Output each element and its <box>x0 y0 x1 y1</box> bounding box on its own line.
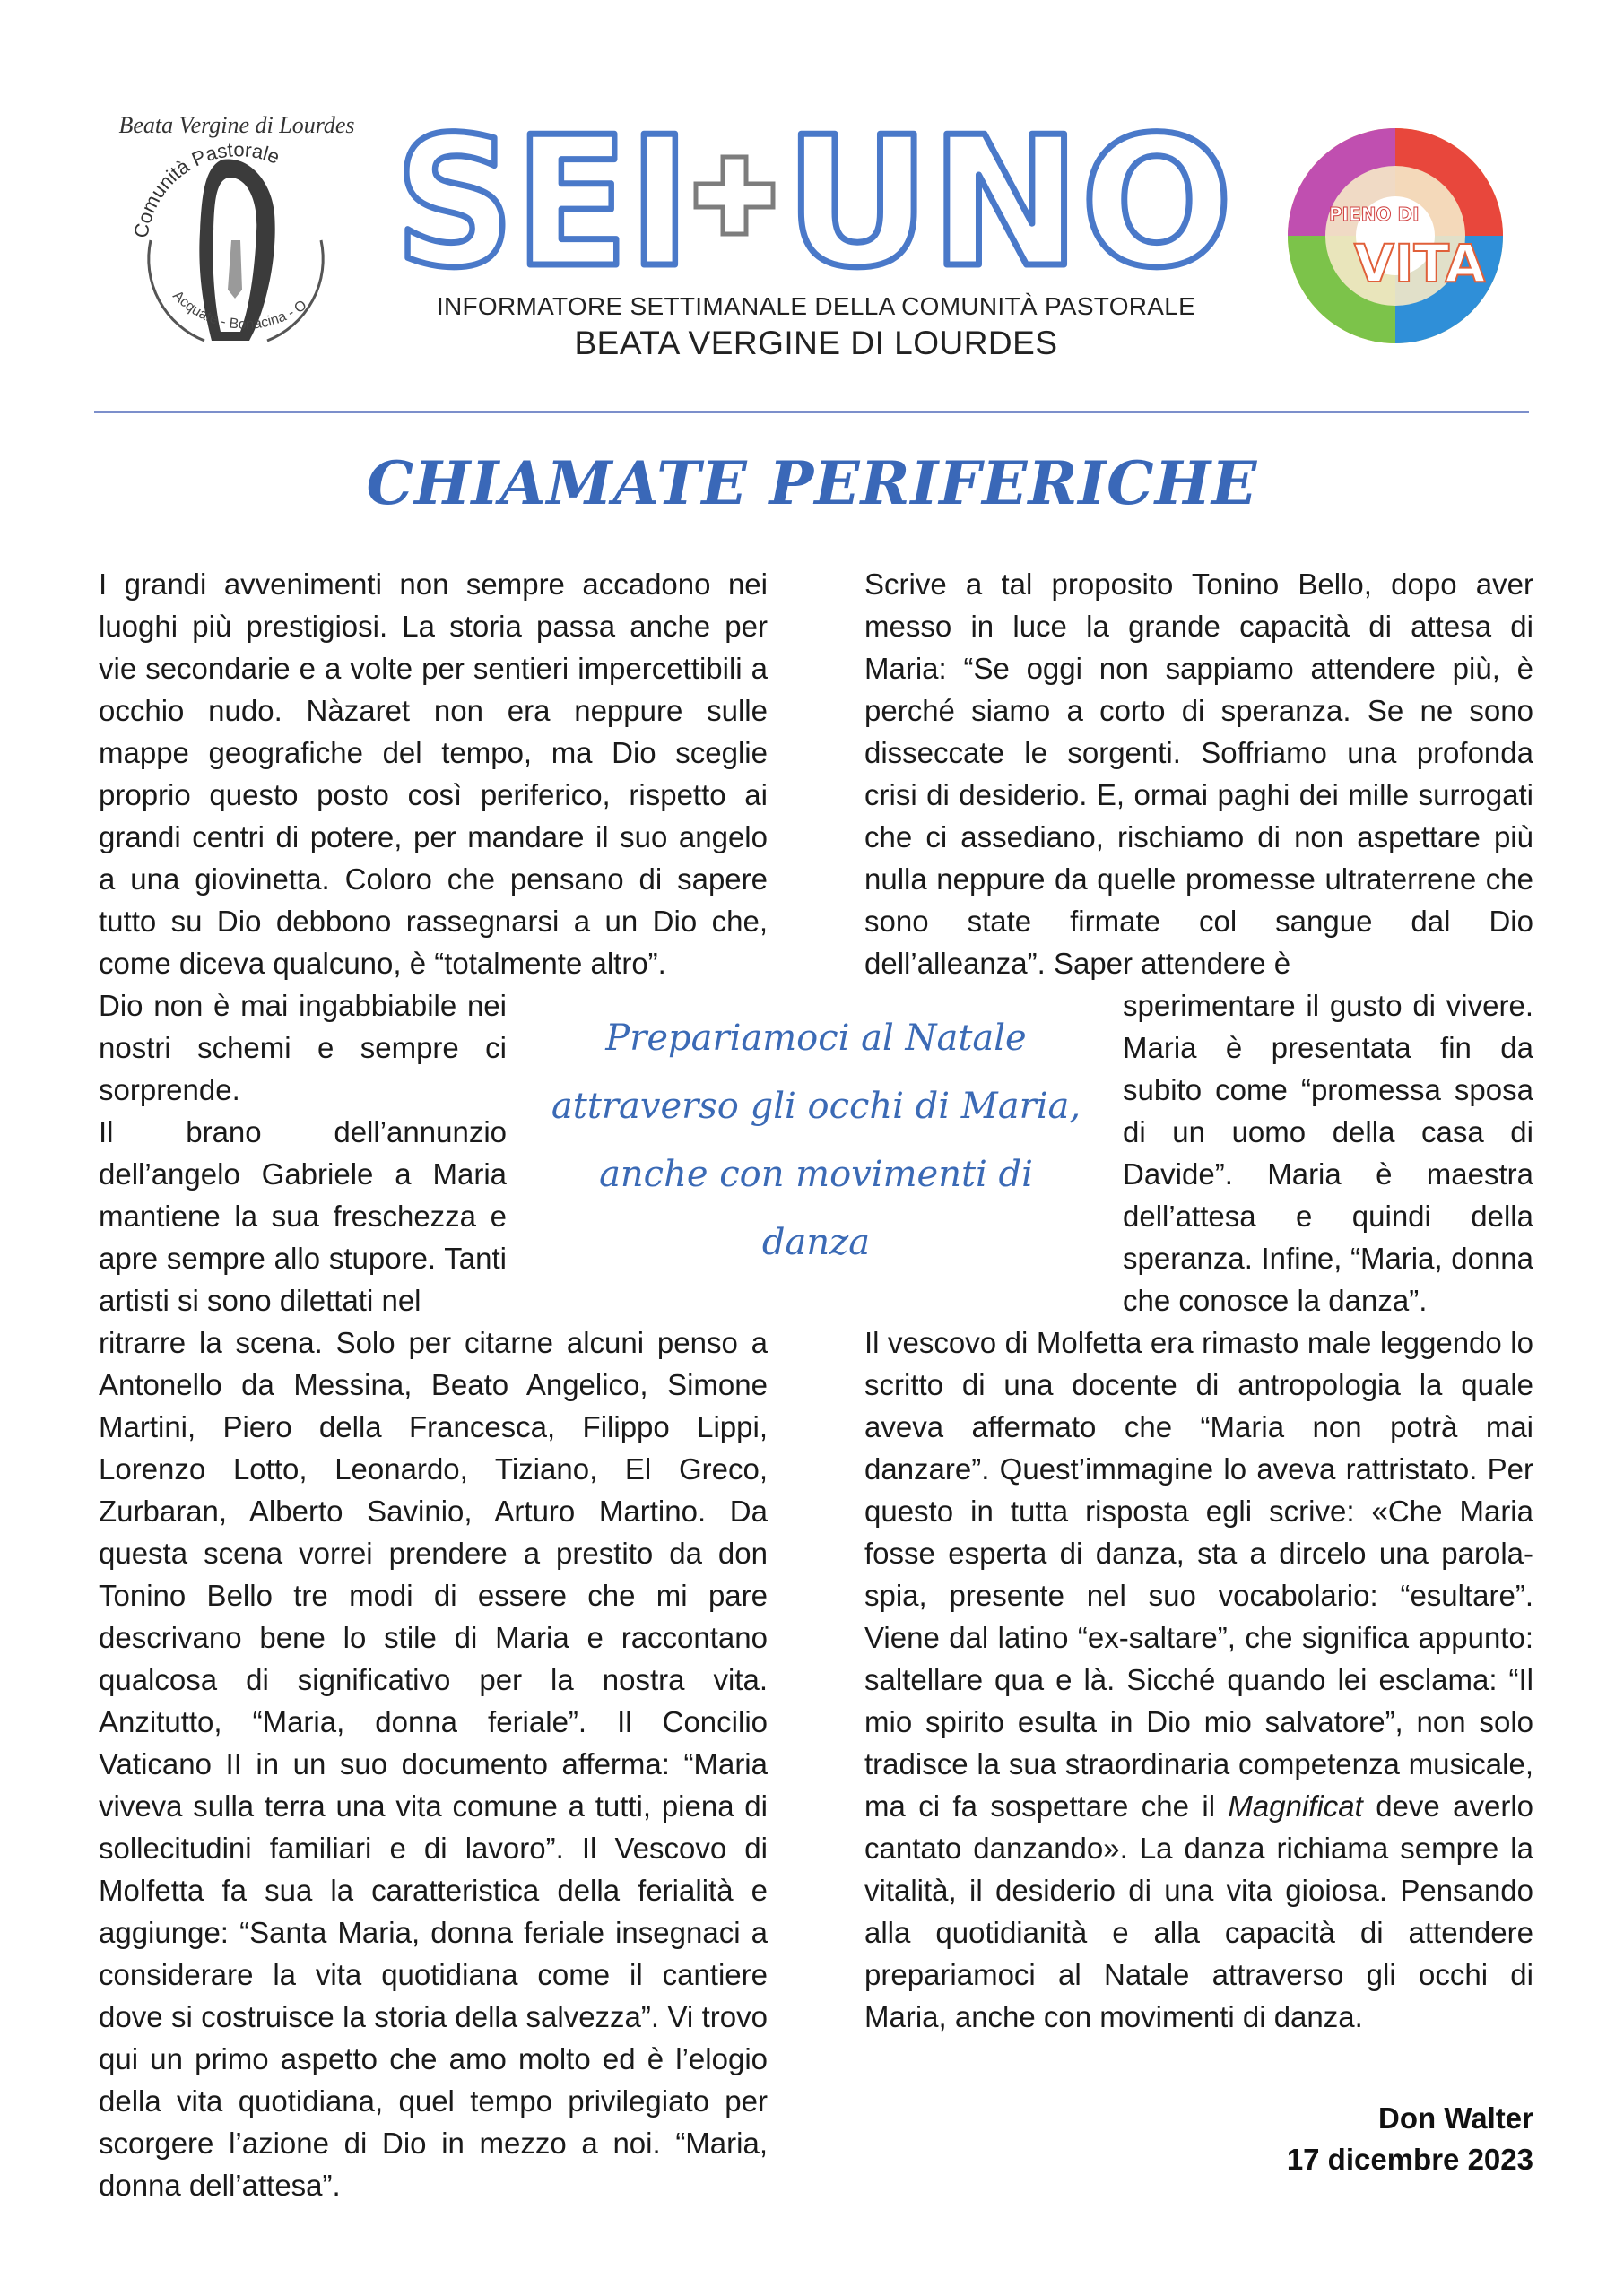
article-title: CHIAMATE PERIFERICHE <box>366 448 1258 518</box>
left-column-narrow <box>99 984 507 1321</box>
logo-text-main: Beata Vergine di Lourdes <box>118 112 355 138</box>
pieno-di-vita-logo <box>1273 115 1517 357</box>
masthead-uno: UNO <box>785 99 1233 282</box>
article-date: 17 dicembre 2023 <box>1286 2143 1533 2176</box>
subtitle-informatore: INFORMATORE SETTIMANALE DELLA COMUNITÀ PASTORALE <box>436 292 1196 320</box>
right-column-narrow: sperimentare il gusto di vivere. Maria è presentata fin da subito come “promessa sposa di un uomo della casa di Davide”. Maria è maestra dell’attesa e quindi della speranza. Infine, “Maria, donna che conosce la danza”. <box>1123 989 1533 1317</box>
masthead-logo <box>386 94 1246 282</box>
pull-quote: Prepariamoci al Natale attraverso gli occhi di Maria, anche con movimenti di danza <box>551 1018 1081 1263</box>
author-name: Don Walter <box>1378 2101 1533 2135</box>
left-narrow-paragraph-2: Il brano dell’annunzio dell’angelo Gabriele a Maria mantiene la sua freschezza e apre sempre allo stupore. Tanti artisti si sono dilettati nel <box>99 1115 507 1317</box>
header-divider <box>94 411 1529 413</box>
left-column-top: I grandi avvenimenti non sempre accadono nei luoghi più prestigiosi. La storia passa anche per vie secondarie e a volte per sentieri impercettibili a occhio nudo. Nàzaret non era neppure sulle mappe geografiche del tempo, ma Dio sceglie proprio questo posto così periferico, rispetto ai grandi centri di potere, per mandare il suo angelo a una giovinetta. Coloro che pensano di sapere tutto su Dio debbono rassegnarsi a un Dio che, come diceva qualcuno, è “totalmente altro”. <box>99 568 768 980</box>
right-column-top: Scrive a tal proposito Tonino Bello, dopo aver messo in luce la grande capacità di attesa di Maria: “Se oggi non sappiamo attendere più, è perché siamo a corto di speranza. Se ne sono disseccate le sorgenti. Soffriamo una profonda crisi di desiderio. E, ormai paghi dei mille surrogati che ci assediano, rischiamo di non aspettare più nulla neppure da quelle promesse ultraterrene che sono state firmate col sangue dal Dio dell’alleanza”. Saper attendere è <box>864 568 1533 980</box>
community-logo <box>115 106 359 366</box>
logo-vita-text: VITA <box>1354 233 1486 294</box>
logo-text-top: Comunità Pastorale <box>129 138 283 240</box>
cross-icon <box>696 157 773 234</box>
magnificat-italic: Magnificat <box>1228 1789 1363 1823</box>
left-column-bottom: ritrarre la scena. Solo per citarne alcuni penso a Antonello da Messina, Beato Angelico, Simone Martini, Piero della Francesca, Filippo Lippi, Lorenzo Lotto, Leonardo, Tiziano, El Greco, Zurbaran, Alberto Savinio, Arturo Martino. Da questa scena vorrei prendere a prestito da don Tonino Bello tre modi di essere che mi pare descrivano bene lo stile di Maria e raccontano qualcosa di significativo per la nostra vita. Anzitutto, “Maria, donna feriale”. Il Concilio Vaticano II in un suo documento afferma: “Maria viveva sulla terra una vita comune a tutti, piena di sollecitudini familiari e di lavoro”. Il Vescovo di Molfetta fa sua la caratteristica della ferialità e aggiunge: “Santa Maria, donna feriale insegnaci a considerare la vita quotidiana come il cantiere dove si costruisce la storia della salvezza”. Vi trovo qui un primo aspetto che amo molto ed è l’elogio della vita quotidiana, quel tempo privilegiato per scorgere l’azione di Dio in mezzo a noi. “Maria, donna dell’attesa”. <box>99 1326 768 2202</box>
right-bottom-text-a: Il vescovo di Molfetta era rimasto male leggendo lo scritto di una docente di antropologia la quale aveva affermato che “Maria non potrà mai danzare”. Quest’immagine lo aveva rattristato. Per questo in tutta risposta egli scrive: «Che Maria fosse esperta di danza, sta a dircelo una parola-spia, presente nel suo vocabolario: “esultare”. Viene dal latino “ex-saltare”, che significa appunto: saltellare qua e là. Sicché quando lei esclama: “Il mio spirito esulta in Dio mio salvatore”, non solo tradisce la sua straordinaria competenza musicale, ma ci fa sospettare che il <box>864 1326 1533 1823</box>
logo-pieno-text: PIENO DI <box>1329 204 1420 225</box>
logo-text-bottom: Acquate - Bonacina - O <box>169 288 310 333</box>
right-bottom-text-b: deve averlo cantato danzando». La danza richiama sempre la vitalità, il desiderio di una vita gioiosa. Pensando alla quotidianità e alla capacità di attendere prepariamoci al Natale attraverso gli occhi di Maria, anche con movimenti di danza. <box>864 1789 1533 2033</box>
left-narrow-paragraph-1: Dio non è mai ingabbiabile nei nostri schemi e sempre ci sorprende. <box>99 989 507 1106</box>
signature <box>986 2098 1533 2180</box>
subtitle-community: BEATA VERGINE DI LOURDES <box>574 325 1058 361</box>
right-column-bottom <box>864 1321 1533 2038</box>
masthead-sei: SEI <box>395 99 690 282</box>
